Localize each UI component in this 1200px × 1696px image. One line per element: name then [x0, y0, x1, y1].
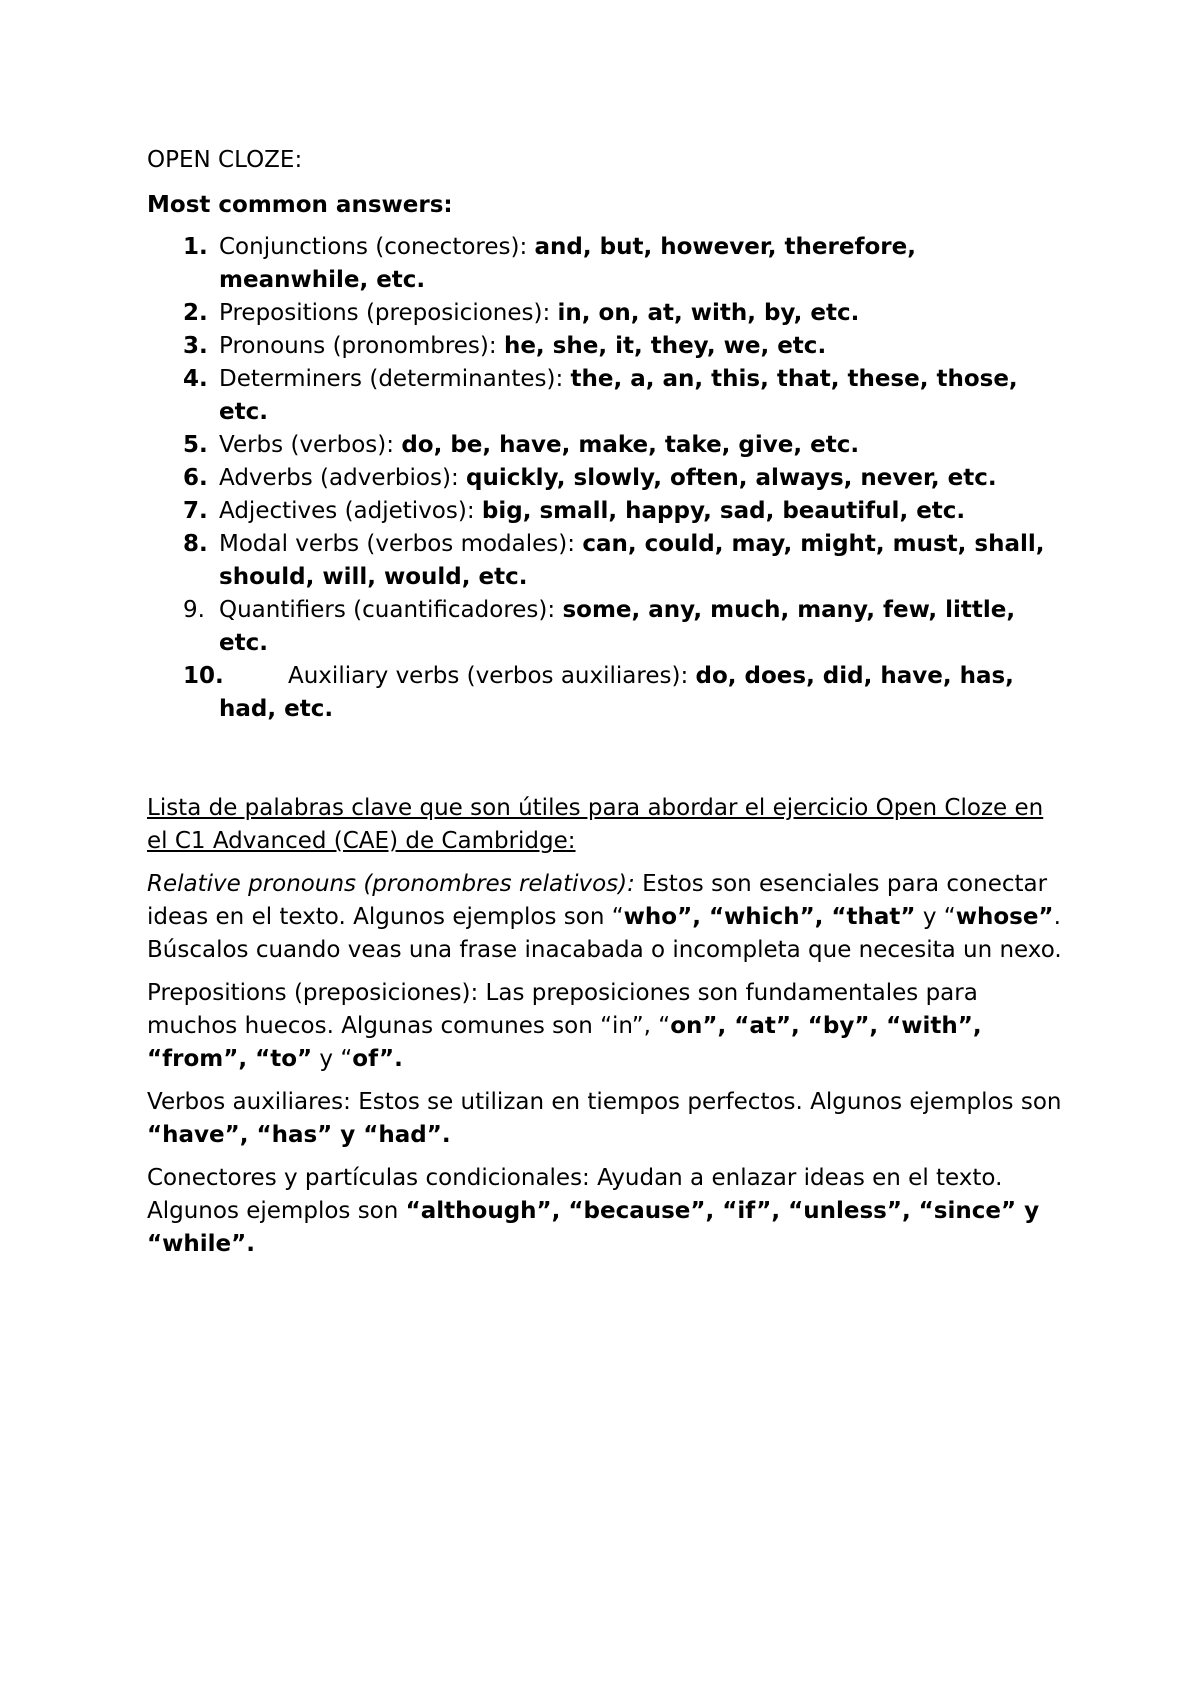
list-label: Auxiliary verbs (verbos auxiliares): [288, 663, 696, 689]
list-number: 1. [183, 234, 208, 260]
list-item [147, 462, 1067, 495]
answers-list [147, 231, 1067, 726]
list-answers: do, does, did, have, has, had, etc. [219, 663, 1014, 722]
paragraph-text: . Búscalos cuando veas una frase inacabada o incompleta que necesita un nexo. [147, 904, 1062, 963]
list-number: 2. [183, 300, 208, 326]
prepositions-paragraph [147, 977, 1067, 1076]
document-body [147, 144, 1067, 1271]
list-answers: do, be, have, make, take, give, etc. [401, 432, 860, 458]
list-label: Adjectives (adjetivos): [219, 498, 482, 524]
list-label: Determiners (determinantes): [219, 366, 571, 392]
connectors-paragraph [147, 1162, 1067, 1261]
document-title: OPEN CLOZE: [147, 147, 303, 173]
keyword-examples: on”, “at”, “by”, “with”, “from”, “to” [147, 1013, 982, 1072]
list-label: Adverbs (adverbios): [219, 465, 467, 491]
paragraph-text: Verbos auxiliares: Estos se utilizan en tiempos perfectos. Algunos ejemplos son [147, 1089, 1062, 1115]
relative-pronouns-label: Relative pronouns (pronombres relativos): [147, 871, 635, 897]
list-item [147, 297, 1067, 330]
list-number: 6. [183, 465, 208, 491]
keyword-examples: “have”, “has” y “had”. [147, 1122, 451, 1148]
list-label: Prepositions (preposiciones): [219, 300, 558, 326]
keyword-examples: of”. [352, 1046, 403, 1072]
keywords-heading: Lista de palabras clave que son útiles para abordar el ejercicio Open Cloze en el C1 Advanced (CAE) de Cambridge: [147, 795, 1044, 854]
paragraph-text: Estos son esenciales para conectar ideas en el texto. Algunos ejemplos son “ [147, 871, 1048, 930]
relative-pronouns-paragraph [147, 868, 1067, 967]
paragraph-text: Prepositions (preposiciones): Las preposiciones son fundamentales para muchos huecos. Algunas comunes son “in”, “ [147, 980, 978, 1039]
list-answers: in, on, at, with, by, etc. [557, 300, 860, 326]
keyword-examples: “although”, “because”, “if”, “unless”, “since” y “while”. [147, 1198, 1040, 1257]
list-answers: he, she, it, they, we, etc. [503, 333, 827, 359]
list-answers: big, small, happy, sad, beautiful, etc. [481, 498, 966, 524]
list-answers: quickly, slowly, often, always, never, etc. [466, 465, 997, 491]
answers-subtitle: Most common answers: [147, 192, 453, 218]
list-label: Modal verbs (verbos modales): [219, 531, 583, 557]
list-answers: some, any, much, many, few, little, etc. [219, 597, 1016, 656]
list-label: Pronouns (pronombres): [219, 333, 504, 359]
list-number: 10. [183, 663, 224, 689]
list-answers: can, could, may, might, must, shall, should, will, would, etc. [219, 531, 1045, 590]
list-number: 4. [183, 366, 208, 392]
list-label: Conjunctions (conectores): [219, 234, 535, 260]
list-item [147, 363, 1067, 429]
list-item [147, 330, 1067, 363]
list-answers: and, but, however, therefore, meanwhile, etc. [219, 234, 916, 293]
list-label: Quantifiers (cuantificadores): [219, 597, 563, 623]
keyword-examples: whose” [955, 904, 1054, 930]
list-number: 9. [183, 597, 205, 623]
spacer [147, 726, 1067, 792]
list-item [147, 231, 1067, 297]
paragraph-text: y “ [915, 904, 956, 930]
list-item [147, 594, 1067, 660]
list-item [147, 528, 1067, 594]
list-number: 5. [183, 432, 208, 458]
list-label: Verbs (verbos): [219, 432, 402, 458]
list-number: 7. [183, 498, 208, 524]
list-number: 8. [183, 531, 208, 557]
auxiliaries-paragraph [147, 1086, 1067, 1152]
list-answers: the, a, an, this, that, these, those, etc. [219, 366, 1018, 425]
list-number: 3. [183, 333, 208, 359]
paragraph-text: Conectores y partículas condicionales: Ayudan a enlazar ideas en el texto. Algunos ejemplos son [147, 1165, 1003, 1224]
paragraph-text: y “ [312, 1046, 353, 1072]
keyword-examples: who”, “which”, “that” [623, 904, 916, 930]
list-item [147, 429, 1067, 462]
list-item [147, 660, 1067, 726]
list-item [147, 495, 1067, 528]
